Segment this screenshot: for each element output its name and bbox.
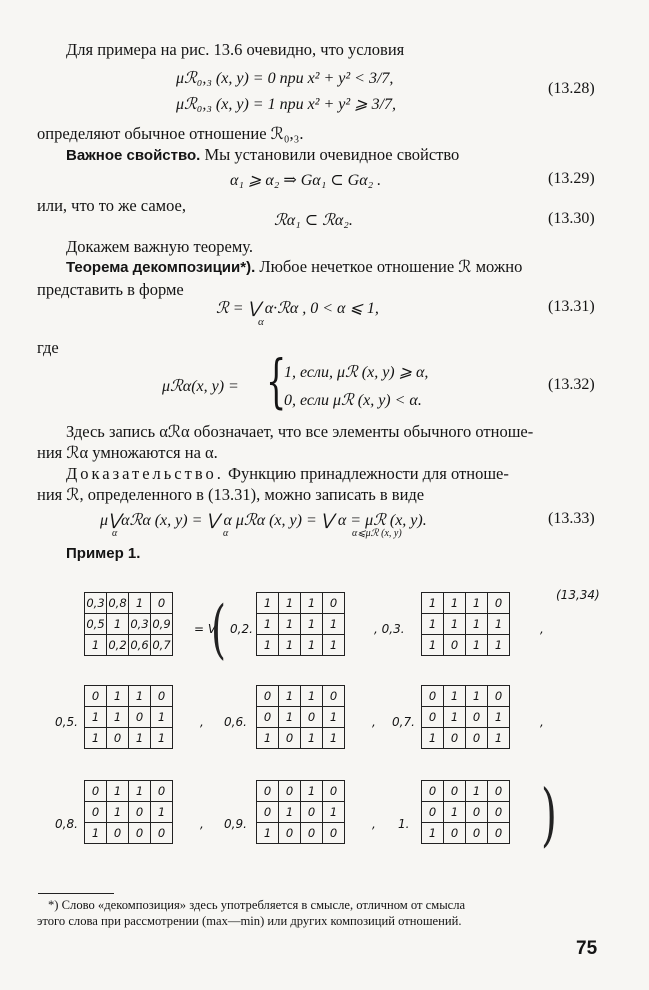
matrix-cell: 1 [107,707,129,728]
matrix-cell: 0 [85,686,107,707]
matrix-cell: 0 [151,686,173,707]
matrix-cell: 0 [444,728,466,749]
page-number: 75 [576,938,598,959]
matrix-cell: 0 [301,802,323,823]
matrix-cell: 1 [444,686,466,707]
matrix-cell: 0 [488,593,510,614]
matrix-cell: 1 [301,728,323,749]
footnote-line-1: *) Слово «декомпозиция» здесь употребляется в смысле, отличном от смысла [48,898,466,912]
text-line-11-rest: Функцию принадлежности для отноше- [223,464,509,483]
right-parenthesis: ) [541,776,557,855]
comma-a: , [540,622,544,636]
comma-d: , [540,715,544,729]
matrix-cell: 0 [257,686,279,707]
equation-13-32-lhs: μℛα(x, y) = [162,378,239,395]
heading-important-property: Важное свойство. [66,147,201,164]
text-line-5: Докажем важную теорему. [66,237,254,256]
text-line-9: Здесь запись αℛα обозначает, что все элементы обычного отноше- [66,422,534,441]
matrix-row [85,707,173,728]
matrix-cell: 1 [301,614,323,635]
matrix-cell: 0 [323,593,345,614]
matrix-cell: 0 [257,781,279,802]
comma-b: , [200,715,204,729]
matrix-row [85,614,173,635]
equation-13-28-a: μℛ₀,₃ (x, y) = 0 при x² + y² < 3/7, [176,70,394,87]
coef-0-8: 0,8. [55,817,78,831]
matrix-row [85,728,173,749]
matrix-cell: 1 [129,593,151,614]
coef-0-3: , 0,3. [374,622,405,636]
matrix-cell: 1 [323,614,345,635]
matrix-cell: 0 [85,802,107,823]
equation-number-13-32: (13.32) [548,376,595,393]
equation-13-30: ℛα₁ ⊂ ℛα₂. [274,212,353,229]
matrix-cell: 1 [151,802,173,823]
example-heading: Пример 1. [66,545,141,562]
matrix-cell: 1 [444,614,466,635]
text-line-11 [66,464,509,484]
matrix-row [257,635,345,656]
equation-13-31-sub: α [258,316,264,328]
coef-1: 1. [398,817,410,831]
comma-e: , [200,817,204,831]
matrix-cell: 0 [107,823,129,844]
footnote-rule [38,893,114,894]
matrix-row [257,802,345,823]
matrix-cell: 0 [85,781,107,802]
matrix-cell: 1 [85,707,107,728]
matrix-level-0-3 [421,592,510,656]
comma-c: , [372,715,376,729]
matrix-cell: 0,2 [107,635,129,656]
matrix-row [257,614,345,635]
matrix-row [422,707,510,728]
coef-0-7: 0,7. [392,715,415,729]
coef-0-2: 0,2. [230,622,253,636]
matrix-cell: 1 [422,635,444,656]
m08-table [84,780,173,844]
matrix-cell: 1 [323,802,345,823]
matrix-cell: 1 [444,707,466,728]
matrix-cell: 1 [444,802,466,823]
matrix-cell: 0 [488,686,510,707]
matrix-cell: 1 [466,593,488,614]
matrix-cell: 1 [466,614,488,635]
matrix-row [257,707,345,728]
matrix-cell: 1 [301,635,323,656]
matrix-cell: 1 [466,781,488,802]
matrix-row [85,802,173,823]
text-line-6 [66,257,522,278]
matrix-cell: 0 [323,686,345,707]
text-line-12: ния ℛ, определенного в (13.31), можно записать в виде [37,485,425,504]
m03-table [421,592,510,656]
coef-0-5: 0,5. [55,715,78,729]
matrix-cell: 0 [129,823,151,844]
matrix-cell: 0 [323,781,345,802]
left-parenthesis: ( [211,593,226,667]
matrix-cell: 1 [129,781,151,802]
matrix-cell: 1 [279,635,301,656]
text-line-1: Для примера на рис. 13.6 очевидно, что условия [66,40,405,59]
matrix-cell: 0 [466,728,488,749]
matrix-cell: 1 [301,781,323,802]
matrix-cell: 0 [257,802,279,823]
matrix-cell: 0 [301,707,323,728]
m07-table [421,685,510,749]
m05-table [84,685,173,749]
equation-number-13-29: (13.29) [548,170,595,187]
matrix-cell: 1 [488,728,510,749]
equation-number-13-34: (13,34) [556,588,600,602]
matrix-cell: 1 [257,593,279,614]
equation-number-13-30: (13.30) [548,210,595,227]
matrix-cell: 1 [323,707,345,728]
matrix-level-0-7 [421,685,510,749]
matrix-cell: 0 [466,823,488,844]
matrix-cell: 0,5 [85,614,107,635]
matrix-level-0-9 [256,780,345,844]
matrix-row [85,781,173,802]
equation-13-33-sub-3: α⩽μℛ (x, y) [352,528,402,539]
m02-table [256,592,345,656]
matrix-row [85,686,173,707]
matrix-fuzzy-relation [84,592,173,656]
matrix-cell: 0 [444,823,466,844]
equation-13-33-sub-1: α [112,528,118,539]
matrix-cell: 1 [422,823,444,844]
equation-number-13-31: (13.31) [548,298,595,315]
matrix-row [422,635,510,656]
matrix-cell: 0 [129,802,151,823]
m06-table [256,685,345,749]
matrix-cell: 1 [257,635,279,656]
matrix-row [257,728,345,749]
matrix-cell: 0,3 [85,593,107,614]
matrix-cell: 1 [107,686,129,707]
matrix-cell: 0,3 [129,614,151,635]
matrix-cell: 0 [151,781,173,802]
matrix-cell: 1 [301,593,323,614]
matrix-row [422,728,510,749]
matrix-level-1 [421,780,510,844]
matrix-row [422,614,510,635]
matrix-cell: 1 [279,593,301,614]
equation-13-31: ℛ = ⋁ α·ℛα , 0 < α ⩽ 1, [216,300,379,317]
matrix-cell: 0,9 [151,614,173,635]
matrix-cell: 0 [323,823,345,844]
equation-13-29: α₁ ⩾ α₂ ⇒ Gα₁ ⊂ Gα₂ . [230,172,382,189]
matrix-cell: 1 [323,728,345,749]
matrix-cell: 1 [488,635,510,656]
text-line-7: представить в форме [37,280,184,299]
matrix-cell: 1 [257,614,279,635]
matrix-cell: 0 [279,728,301,749]
matrix-cell: 0 [444,781,466,802]
m0-table [84,592,173,656]
equation-13-33-sub-2: α [223,528,229,539]
matrix-row [422,593,510,614]
matrix-row [257,686,345,707]
matrix-cell: 1 [279,707,301,728]
matrix-cell: 1 [279,802,301,823]
brace: { [266,347,287,415]
matrix-cell: 1 [129,728,151,749]
matrix-cell: 0 [279,781,301,802]
matrix-cell: 1 [151,728,173,749]
matrix-cell: 0 [422,707,444,728]
matrix-cell: 1 [466,635,488,656]
matrix-cell: 0 [488,781,510,802]
text-line-8: где [37,338,59,357]
matrix-cell: 1 [151,707,173,728]
equation-13-32-case-1: 1, если, μℛ (x, y) ⩾ α, [284,364,429,381]
matrix-row [85,593,173,614]
proof-label: Доказательство. [66,464,224,483]
matrix-cell: 0 [488,823,510,844]
comma-f: , [372,817,376,831]
text-line-10: ния ℛα умножаются на α. [37,443,218,462]
matrix-cell: 1 [466,686,488,707]
matrix-cell: 0 [151,823,173,844]
matrix-level-0-5 [84,685,173,749]
matrix-cell: 1 [85,635,107,656]
matrix-row [422,686,510,707]
m1-table [421,780,510,844]
matrix-row [422,802,510,823]
matrix-cell: 1 [279,686,301,707]
matrix-cell: 1 [85,823,107,844]
matrix-cell: 1 [257,823,279,844]
equation-13-33: μ⋁αℛα (x, y) = ⋁ α μℛα (x, y) = ⋁ α = μℛ (x, y). [100,512,427,529]
text-line-3-rest: Мы установили очевидное свойство [200,145,460,164]
matrix-cell: 0 [422,781,444,802]
matrix-cell: 1 [85,728,107,749]
matrix-cell: 0 [107,728,129,749]
matrix-cell: 1 [444,593,466,614]
matrix-row [85,823,173,844]
matrix-cell: 0 [422,802,444,823]
text-line-6-rest: Любое нечеткое отношение ℛ можно [255,257,523,276]
matrix-cell: 1 [422,728,444,749]
matrix-row [85,635,173,656]
matrix-cell: 1 [488,614,510,635]
matrix-level-0-6 [256,685,345,749]
matrix-cell: 0 [129,707,151,728]
matrix-cell: 0 [151,593,173,614]
matrix-cell: 0 [257,707,279,728]
text-line-2: определяют обычное отношение ℛ₀,₃. [37,124,304,143]
matrix-cell: 0 [466,707,488,728]
matrix-cell: 1 [107,781,129,802]
matrix-row [257,823,345,844]
matrix-cell: 1 [422,593,444,614]
equation-13-28-b: μℛ₀,₃ (x, y) = 1 при x² + y² ⩾ 3/7, [176,96,397,113]
equals-union-sign: = V [194,622,217,636]
matrix-cell: 1 [129,686,151,707]
matrix-cell: 0 [279,823,301,844]
matrix-level-0-2 [256,592,345,656]
matrix-cell: 1 [488,707,510,728]
text-line-3 [66,145,459,166]
matrix-cell: 1 [301,686,323,707]
coef-0-6: 0,6. [224,715,247,729]
footnote-line-2: этого слова при рассмотрении (max—min) или других композиций отношений. [37,914,462,928]
matrix-cell: 0,7 [151,635,173,656]
matrix-cell: 0 [301,823,323,844]
matrix-row [257,593,345,614]
matrix-cell: 1 [279,614,301,635]
matrix-cell: 0,6 [129,635,151,656]
matrix-cell: 1 [107,614,129,635]
heading-decomposition-theorem: Теорема декомпозиции*). [66,259,256,276]
matrix-cell: 1 [323,635,345,656]
matrix-cell: 1 [422,614,444,635]
matrix-cell: 0 [422,686,444,707]
matrix-cell: 0 [466,802,488,823]
equation-number-13-33: (13.33) [548,510,595,527]
matrix-cell: 1 [107,802,129,823]
coef-0-9: 0,9. [224,817,247,831]
matrix-cell: 1 [257,728,279,749]
matrix-level-0-8 [84,780,173,844]
matrix-cell: 0 [444,635,466,656]
m09-table [256,780,345,844]
equation-13-32-case-2: 0, если μℛ (x, y) < α. [284,392,422,409]
matrix-cell: 0,8 [107,593,129,614]
matrix-row [422,781,510,802]
text-line-4: или, что то же самое, [37,196,186,215]
matrix-row [257,781,345,802]
matrix-cell: 0 [488,802,510,823]
equation-number-13-28: (13.28) [548,80,595,97]
matrix-row [422,823,510,844]
